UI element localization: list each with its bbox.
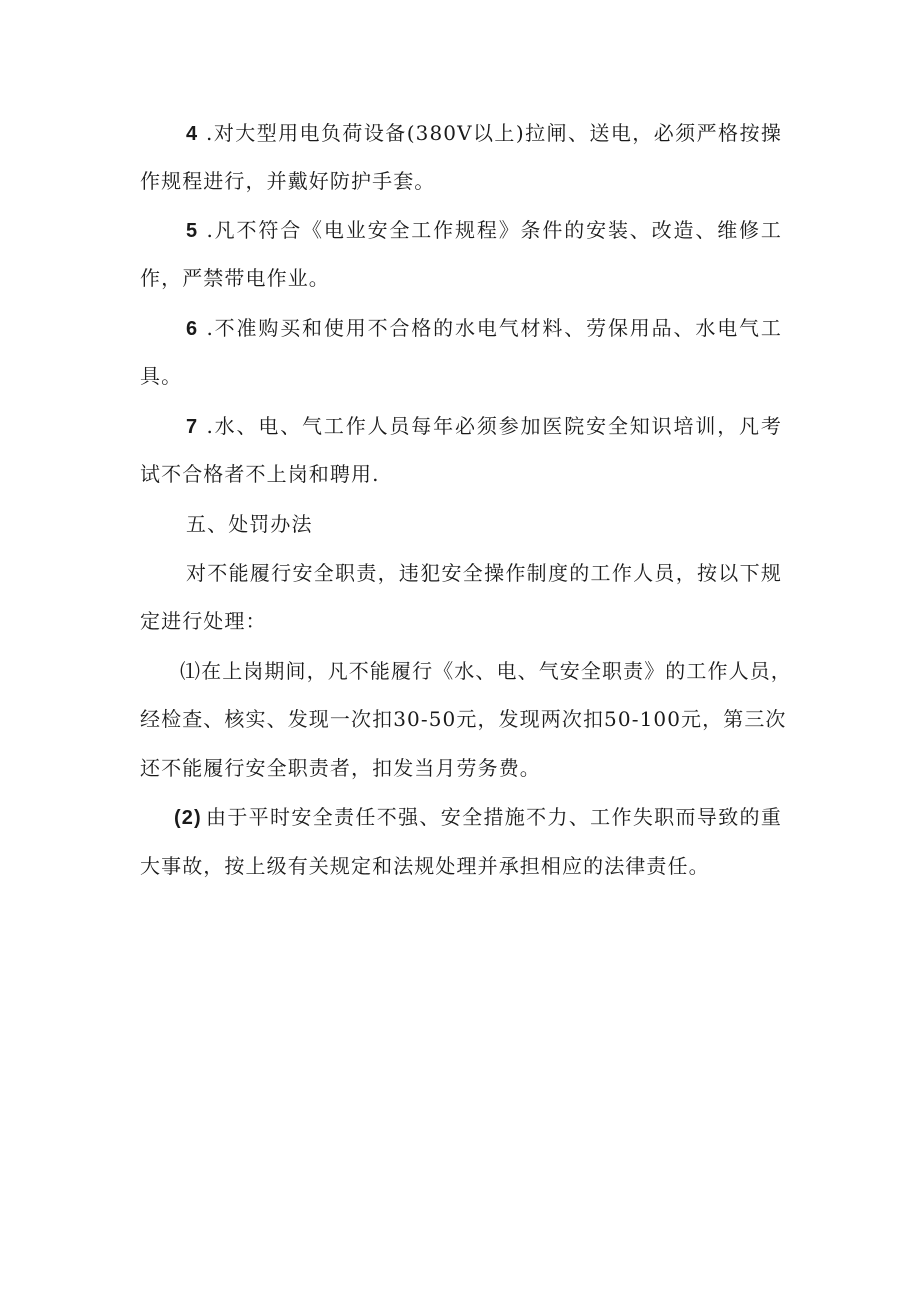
- item-5-number: 5: [186, 220, 199, 242]
- item-6-text: .不准购买和使用不合格的水电气材料、劳保用品、水电气工: [198, 316, 782, 340]
- clause-2-line-1: [174, 804, 782, 831]
- section-heading: 五、处罚办法: [186, 512, 313, 536]
- clause-2-text: 由于平时安全责任不强、安全措施不力、工作失职而导致的重: [205, 805, 782, 829]
- item-4-line-1: [140, 120, 782, 147]
- item-6-line-2: 具。: [140, 364, 183, 388]
- intro-line-1: 对不能履行安全职责，违犯安全操作制度的工作人员，按以下规: [186, 561, 782, 585]
- item-7-number: 7: [186, 416, 199, 438]
- clause-1-line-3: 还不能履行安全职责者，扣发当月劳务费。: [140, 756, 541, 780]
- item-7-text: .水、电、气工作人员每年必须参加医院安全知识培训，凡考: [198, 414, 782, 438]
- item-4-text: .对大型用电负荷设备(380V以上)拉闸、送电，必须严格按操: [198, 121, 782, 145]
- clause-2-label: (2): [174, 807, 202, 829]
- item-6-number: 6: [186, 318, 199, 340]
- clause-1-line-1: ⑴在上岗期间，凡不能履行《水、电、气安全职责》的工作人员，: [180, 659, 792, 683]
- item-5-line-1: [140, 217, 782, 244]
- item-5-text: .凡不符合《电业安全工作规程》条件的安装、改造、维修工: [198, 218, 782, 242]
- clause-1-line-2: 经检查、核实、发现一次扣30-50元，发现两次扣50-100元，第三次: [140, 707, 787, 731]
- item-7-line-1: [140, 413, 782, 440]
- item-5-line-2: 作，严禁带电作业。: [140, 266, 330, 290]
- clause-2-line-2: 大事故，按上级有关规定和法规处理并承担相应的法律责任。: [140, 854, 710, 878]
- intro-line-2: 定进行处理：: [140, 609, 267, 633]
- item-7-line-2: 试不合格者不上岗和聘用.: [140, 462, 380, 486]
- item-4-line-2: 作规程进行，并戴好防护手套。: [140, 169, 436, 193]
- item-6-line-1: [140, 315, 782, 342]
- item-4-number: 4: [186, 123, 199, 145]
